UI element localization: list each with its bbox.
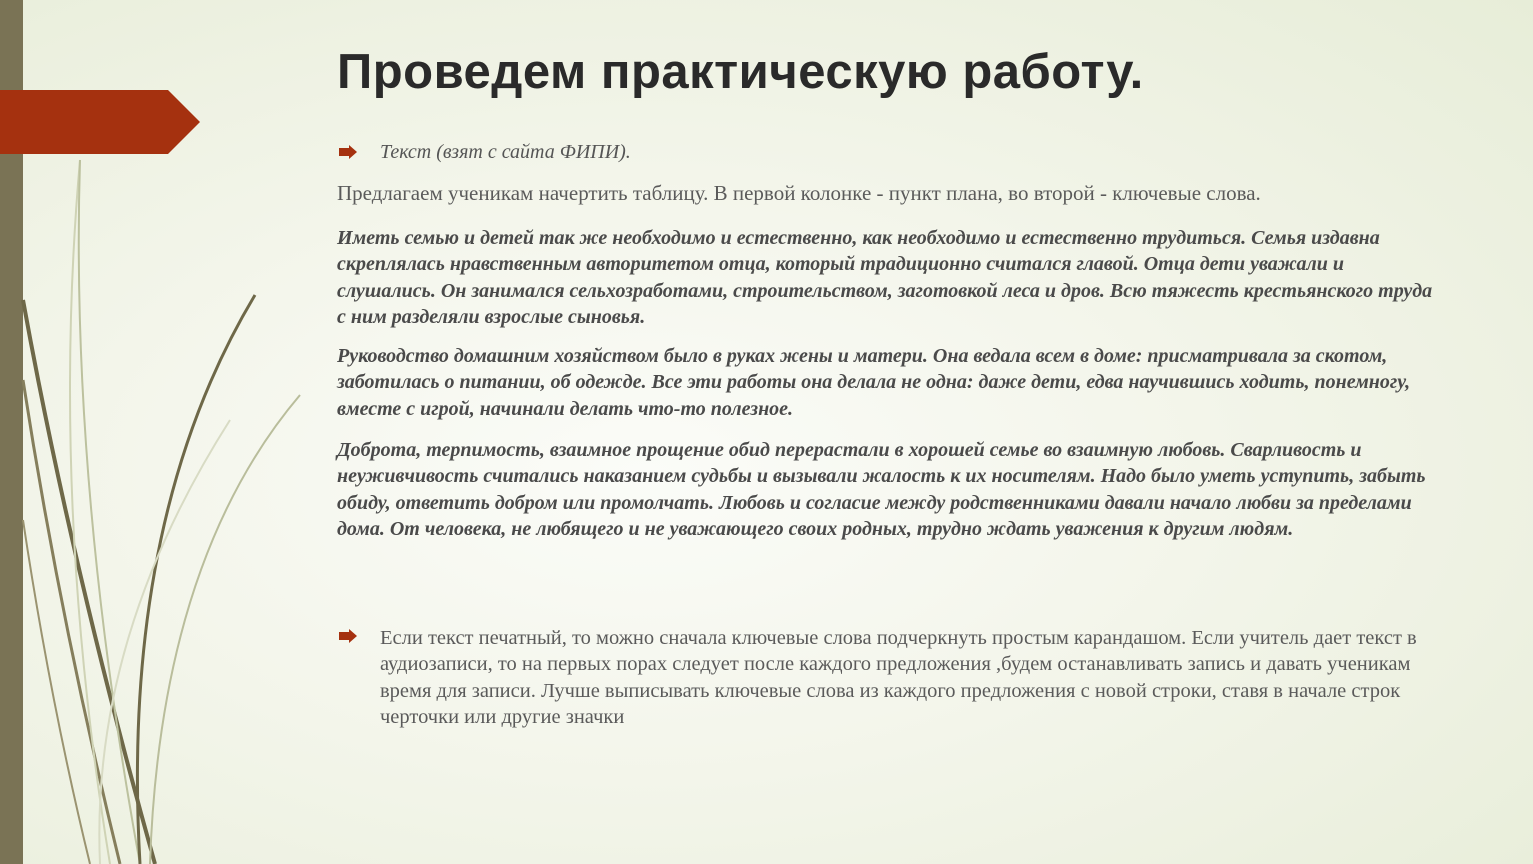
bullet-source-text: Текст (взят с сайта ФИПИ). [380,141,631,163]
slide-title: Проведем практическую работу. [337,45,1144,99]
bullet-item-source [339,141,631,164]
bullet-method-text: Если текст печатный, то можно сначала ключевые слова подчеркнуть простым карандашом. Если учитель дает текст в аудиозаписи, то на первых порах следует после каждого предложения ,будем останавливать запись и давать ученикам время для записи. Лучше выписывать ключевые слова из каждого предложения с новой строки, ставя в начале строк черточки или другие значки [380,627,1417,728]
title-arrow-shape [0,90,200,154]
arrow-bullet-icon [339,629,357,643]
paragraph-family: Иметь семью и детей так же необходимо и естественно, как необходимо и естественно трудиться. Семья издавна скреплялась нравственным авторитетом отца, который традиционно считался главой. Отца дети уважали и слушались. Он занимался сельхозработами, строительством, заготовкой леса и дров. Всю тяжесть крестьянского труда с ним разделяли взрослые сыновья. [337,227,1433,328]
intro-text: Предлагаем ученикам начертить таблицу. В первой колонке - пункт плана, во второй - ключевые слова. [337,181,1261,205]
bullet-item-method [339,625,1420,730]
paragraph-kindness: Доброта, терпимость, взаимное прощение обид перерастали в хорошей семье во взаимную любовь. Сварливость и неуживчивость считались наказанием судьбы и вызывали жалость к их носителям. Надо было уметь уступить, забыть обиду, ответить добром или промолчать. Любовь и согласие между родственниками давали начало любви за пределами дома. От человека, не любящего и не уважающего своих родных, трудно ждать уважения к другим людям. [337,439,1426,540]
arrow-bullet-icon [339,145,357,159]
paragraph-household: Руководство домашним хозяйством было в руках жены и матери. Она ведала всем в доме: присматривала за скотом, заботилась о питании, об одежде. Все эти работы она делала не одна: даже дети, едва научившись ходить, понемногу, вместе с игрой, начинали делать что-то полезное. [337,345,1411,420]
